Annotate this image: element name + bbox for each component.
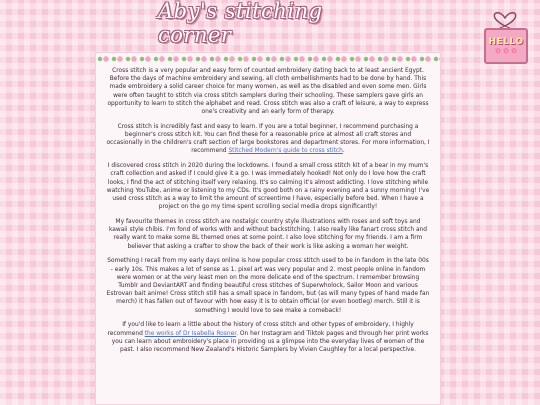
content-box	[95, 52, 441, 405]
sign-text: HELLO	[488, 37, 524, 47]
article-text	[106, 67, 430, 404]
page-title-banner	[158, 0, 380, 47]
paragraph-themes: My favourite themes in cross stitch are nostalgic country style illustrations with roses and soft toys and kawaii style chibis. I'm fond of works with and without backstitching. I also really like fanart cross stitch and really want to make some BL themed ones at some point. I also love stitching for my friends. I am a firm believer that asking a crafter to show the back of their work is like asking a woman her weight.	[108, 219, 428, 250]
paragraph-further-reading: If you'd like to learn a little about the history of cross stitch and other types of embroidery, I highly recommend the works of Dr Isabella Rosner. On her Instagram and Tiktok pages and through her print works you can learn about embroidery's place in providing us a glimpse into the everyday lives of women of the past. I also recommend New Zealand's Historic Samplers by Vivien Caughley for a local perspective.	[107, 322, 429, 354]
stitched-modern-guide-link[interactable]: Stitched Modern's guide to cross stitch	[228, 148, 343, 155]
paragraph-fandom: Something I recall from my early days online is how popular cross stitch used to be in fandom in the late 00s - early 10s. This makes a lot of sense as 1. pixel art was very popular and 2. most people online in fandom were women or at the very least men on the more delicate end of the spectrum. I remember browsing Tumblr and DeviantART and finding beautiful cross stitches of Superwholock, Sailor Moon and various Estrovan bait anime! Cross stitch still has a small space in fandom, but (as will many types of hand made fan merch) it has fallen out of favour with how easy it is to obtain official (or even bootleg) merch. Still it is something I would love to see make a comeback!	[106, 258, 430, 314]
flower-icon: ✿ ✿ ✿	[494, 47, 518, 55]
hello-sign	[482, 4, 528, 64]
page-title: Aby's stitching corner	[158, 0, 323, 47]
paragraph-history: Cross stitch is a very popular and easy form of counted embroidery dating back to at least ancient Egypt. Before the days of machine embroidery and sewing, all cloth embellishments had to be done by hand. This made embroidery a solid career choice for many women, as well as the disabled and even some men. Girls were often taught to stitch via cross stitch samplers during their schooling. These samplers gave girls an opportunity to learn to stitch the alphabet and read. Cross stitch was also a craft of leisure, a way to express one's creativity and an early form of therapy.	[107, 68, 429, 116]
paragraph-discovery: I discovered cross stitch in 2020 during the lockdowns. I found a small cross stitch kit of a bear in my mum's craft collection and asked if I could give it a go. I was immediately hooked! Not only do I love how the craft looks, I find the act of stitching itself very relaxing. It's so calming it's almost addicting. I love stitching while watching YouTube, anime or listening to my CDs. It's good both on a rainy evening and a sunny morning! I've used cross stitch as a way to limit the amount of screentime I have, especially before bed. When I have a project on the go my time spent scrolling social media drops significantly!	[106, 163, 430, 211]
rose-vine-border-icon	[96, 55, 440, 63]
paragraph-learning: Cross stitch is incredibly fast and easy to learn. If you are a total beginner, I recommend purchasing a beginner's cross stitch kit. You can find these for a reasonable price at almost all craft stores and occasionally in the children's craft section of large bookstores and department stores. For more information, I recommend Stitched Modern's guide to cross stitch.	[106, 123, 430, 155]
sign-board	[484, 28, 528, 64]
isabella-rosner-link[interactable]: the works of Dr Isabella Rosner	[144, 330, 237, 337]
